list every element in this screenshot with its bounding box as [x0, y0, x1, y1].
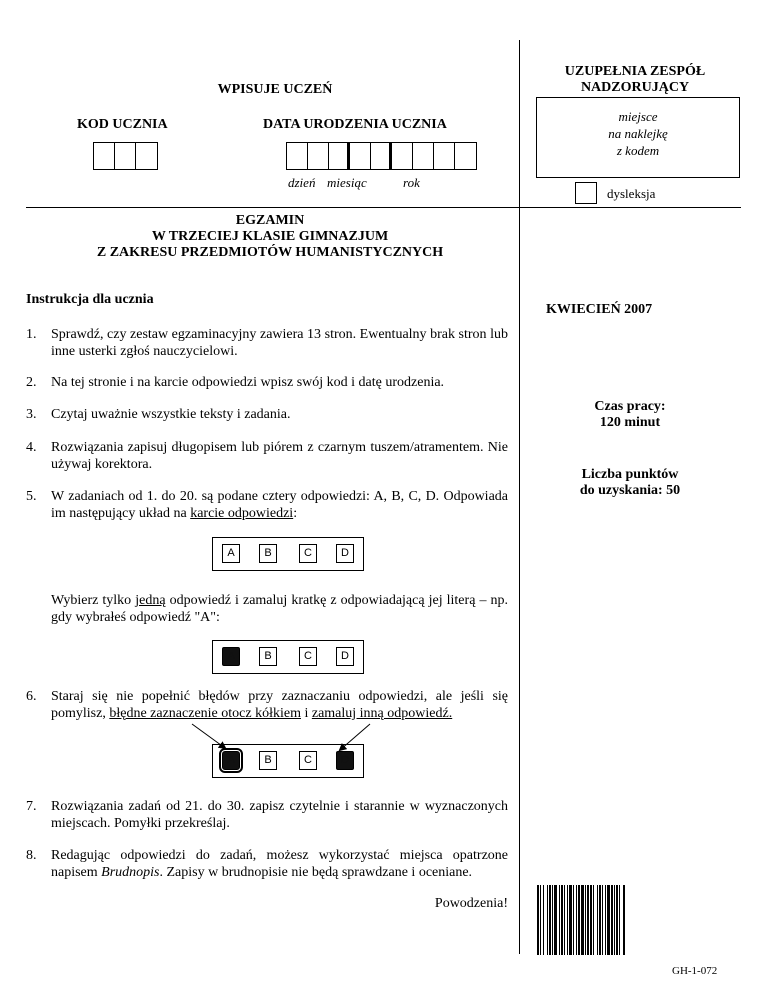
answer-box-b: B [259, 647, 277, 666]
horizontal-divider [26, 207, 741, 208]
instruction-6: 6. Staraj się nie popełnić błędów przy zaznaczaniu odpowiedzi, ale jeśli się pomylisz, błędne zaznaczenie otocz kółkiem i zamaluj inną odpowiedź. [26, 689, 508, 721]
answer-box-d: D [336, 647, 354, 666]
barcode-bar [564, 885, 565, 955]
barcode-bar [597, 885, 598, 955]
instruction-2: 2. Na tej stronie i na karcie odpowiedzi wpisz swój kod i datę urodzenia. [26, 375, 445, 390]
vertical-divider [519, 40, 520, 954]
exam-title-line3: Z ZAKRESU PRZEDMIOTÓW HUMANISTYCZNYCH [96, 245, 444, 260]
barcode-bar [623, 885, 625, 955]
dysleksja-checkbox[interactable] [575, 182, 597, 204]
barcode-bar [537, 885, 539, 955]
barcode-bar [581, 885, 584, 955]
barcode-bar [614, 885, 615, 955]
barcode-bar [549, 885, 551, 955]
sticker-text-line3: z kodem [616, 143, 660, 158]
barcode-bar [590, 885, 592, 955]
answer-example-corrected [212, 744, 364, 778]
answer-box-b: B [259, 751, 277, 770]
exam-date: KWIECIEŃ 2007 [546, 302, 653, 317]
answer-box-d-filled: D [336, 751, 354, 770]
barcode-bar [567, 885, 568, 955]
barcode-bar [611, 885, 613, 955]
miesiac-label: miesiąc [327, 175, 367, 190]
good-luck: Powodzenia! [434, 896, 508, 911]
barcode-bar [569, 885, 572, 955]
instruction-8: 8. Redagując odpowiedzi do zadań, możesz wykorzystać miejsca opatrzone napisem Brudnopis. Zapisy w brudnopisie nie będą sprawdzane i oceniane. [26, 848, 508, 880]
exam-title-line2: W TRZECIEJ KLASIE GIMNAZJUM [151, 229, 389, 244]
sticker-box [536, 97, 740, 178]
answer-box-a: A [222, 544, 240, 563]
barcode-bar [599, 885, 601, 955]
points-value: do uzyskania: 50 [579, 483, 681, 498]
choose-one-note: Wybierz tylko jedną odpowiedź i zamaluj kratkę z odpowiadającą jej literą – np. gdy wybrałeś odpowiedź "A": [51, 593, 508, 625]
barcode-bar [585, 885, 586, 955]
time-value: 120 minut [599, 415, 661, 430]
barcode-bar [593, 885, 594, 955]
answer-box-c: C [299, 544, 317, 563]
dzien-label: dzień [288, 175, 316, 190]
instruction-7: 7. Rozwiązania zadań od 21. do 30. zapisz czytelnie i starannie w wyznaczonych miejscach. Pomyłki przekreślaj. [26, 799, 508, 831]
barcode-bar [607, 885, 610, 955]
sticker-text-line1: miejsce [618, 109, 658, 124]
sticker-text-line2: na naklejkę [608, 126, 668, 141]
kod-ucznia-label: KOD UCZNIA [77, 117, 168, 132]
time-label: Czas pracy: [594, 399, 666, 414]
instructions-heading: Instrukcja dla ucznia [26, 292, 154, 307]
answer-box-a-circled: A [222, 751, 240, 770]
barcode-bar [602, 885, 603, 955]
barcode-bar [578, 885, 580, 955]
answer-box-c: C [299, 647, 317, 666]
barcode-bar [561, 885, 563, 955]
answer-example-filled [212, 640, 364, 674]
barcode-bar [573, 885, 574, 955]
answer-example-blank [212, 537, 364, 571]
exam-title-line1: EGZAMIN [235, 213, 305, 228]
exam-code: GH-1-072 [672, 965, 718, 977]
barcode-bar [587, 885, 589, 955]
points-label: Liczba punktów [581, 467, 679, 482]
barcode-bar [576, 885, 577, 955]
barcode [535, 885, 715, 960]
instruction-4: 4. Rozwiązania zapisuj długopisem lub piórem z czarnym tuszem/atramentem. Nie używaj korektora. [26, 440, 508, 472]
data-urodzenia-label: DATA URODZENIA UCZNIA [263, 117, 447, 132]
barcode-bar [605, 885, 606, 955]
rok-label: rok [403, 175, 420, 190]
answer-box-c: C [299, 751, 317, 770]
instruction-3: 3. Czytaj uważnie wszystkie teksty i zadania. [26, 407, 291, 422]
barcode-bar [616, 885, 618, 955]
barcode-bar [552, 885, 553, 955]
barcode-bar [543, 885, 544, 955]
answer-box-d: D [336, 544, 354, 563]
student-code-field[interactable] [93, 142, 158, 170]
instruction-1: 1. Sprawdź, czy zestaw egzaminacyjny zawiera 13 stron. Ewentualny brak stron lub inne usterki zgłoś nauczycielowi. [26, 327, 508, 359]
zespol-label-line2: NADZORUJĄCY [580, 80, 690, 95]
instruction-5: 5. W zadaniach od 1. do 20. są podane cztery odpowiedzi: A, B, C, D. Odpowiada im następujący układ na karcie odpowiedzi: [26, 489, 508, 521]
answer-box-b: B [259, 544, 277, 563]
answer-box-a-filled: A [222, 647, 240, 666]
barcode-bar [559, 885, 560, 955]
barcode-bar [619, 885, 620, 955]
dysleksja-label: dysleksja [607, 186, 656, 201]
birth-date-field[interactable] [286, 142, 477, 170]
barcode-bar [554, 885, 557, 955]
barcode-bar [540, 885, 541, 955]
barcode-bar [547, 885, 548, 955]
wpisuje-uczen-label: WPISUJE UCZEŃ [217, 82, 333, 97]
zespol-label-line1: UZUPEŁNIA ZESPÓŁ [564, 64, 706, 79]
